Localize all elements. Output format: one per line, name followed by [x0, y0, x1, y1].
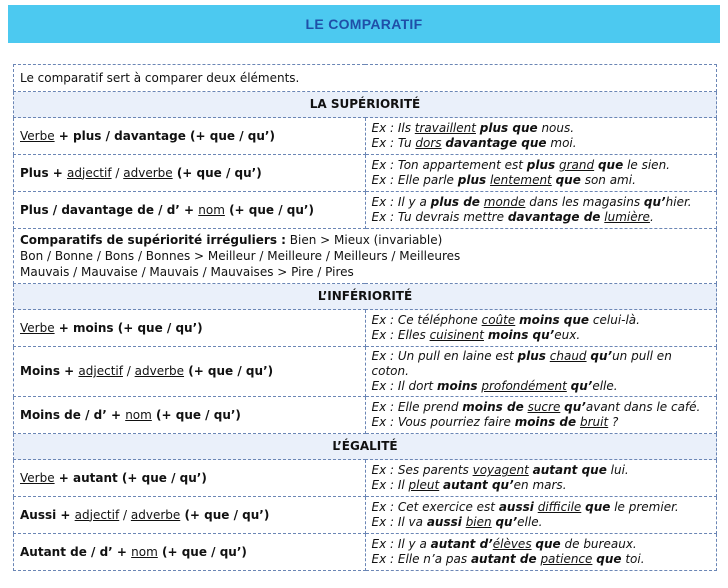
- example-cell: [365, 460, 717, 497]
- example-cell: [365, 155, 717, 192]
- rule-cell: Autant de / d’ + nom (+ que / qu’): [14, 534, 366, 571]
- example-line: Ex : Il pleut autant qu’en mars.: [371, 478, 567, 492]
- example-line: Ex : Il y a autant d’élèves que de bureaux.: [371, 537, 637, 551]
- intro-text: Le comparatif sert à comparer deux éléments.: [14, 65, 717, 92]
- section-header-superiority: LA SUPÉRIORITÉ: [14, 92, 717, 118]
- irregular-row: [14, 229, 717, 284]
- example-line: Ex : Ils travaillent plus que nous.: [371, 121, 575, 135]
- example-line: Ex : Vous pourriez faire moins de bruit ?: [371, 415, 619, 429]
- example-line: Ex : Elle parle plus lentement que son ami.: [371, 173, 636, 187]
- rule-row: [14, 192, 717, 229]
- rule-cell: Verbe + plus / davantage (+ que / qu’): [14, 118, 366, 155]
- rule-cell: Moins + adjectif / adverbe (+ que / qu’): [14, 347, 366, 397]
- rule-row: [14, 310, 717, 347]
- irregular-cell: [14, 229, 717, 284]
- rule-cell: Verbe + autant (+ que / qu’): [14, 460, 366, 497]
- rule-row: [14, 460, 717, 497]
- example-cell: [365, 397, 717, 434]
- example-line: Ex : Tu devrais mettre davantage de lumière.: [371, 210, 654, 224]
- irregular-line: Bon / Bonne / Bons / Bonnes > Meilleur / Meilleure / Meilleurs / Meilleures: [20, 249, 461, 263]
- rule-row: [14, 155, 717, 192]
- rule-row: [14, 118, 717, 155]
- rule-cell: Plus + adjectif / adverbe (+ que / qu’): [14, 155, 366, 192]
- irregular-line: Mauvais / Mauvaise / Mauvais / Mauvaises > Pire / Pires: [20, 265, 354, 279]
- page-title: LE COMPARATIF: [305, 16, 423, 32]
- example-cell: [365, 310, 717, 347]
- example-cell: [365, 534, 717, 571]
- irregular-label: Comparatifs de supériorité irréguliers :: [20, 233, 286, 247]
- example-cell: [365, 192, 717, 229]
- example-line: Ex : Ses parents voyagent autant que lui.: [371, 463, 629, 477]
- example-line: Ex : Tu dors davantage que moi.: [371, 136, 577, 150]
- example-line: Ex : Elle n’a pas autant de patience que toi.: [371, 552, 645, 566]
- rule-cell: Verbe + moins (+ que / qu’): [14, 310, 366, 347]
- example-line: Ex : Ce téléphone coûte moins que celui-là.: [371, 313, 640, 327]
- rule-row: [14, 534, 717, 571]
- irregular-line: Bien > Mieux (invariable): [289, 233, 443, 247]
- rule-cell: Moins de / d’ + nom (+ que / qu’): [14, 397, 366, 434]
- title-banner: [8, 5, 720, 43]
- example-line: Ex : Elle prend moins de sucre qu’avant dans le café.: [371, 400, 701, 414]
- example-line: Ex : Cet exercice est aussi difficile que le premier.: [371, 500, 679, 514]
- example-line: Ex : Ton appartement est plus grand que le sien.: [371, 158, 670, 172]
- rule-cell: Plus / davantage de / d’ + nom (+ que / qu’): [14, 192, 366, 229]
- comparatif-table: [13, 64, 717, 571]
- intro-row: [14, 65, 717, 92]
- example-line: Ex : Elles cuisinent moins qu’eux.: [371, 328, 581, 342]
- rule-cell: Aussi + adjectif / adverbe (+ que / qu’): [14, 497, 366, 534]
- example-line: Ex : Il dort moins profondément qu’elle.: [371, 379, 618, 393]
- example-line: Ex : Il y a plus de monde dans les magasins qu’hier.: [371, 195, 692, 209]
- rule-row: [14, 397, 717, 434]
- section-header-equality: L’ÉGALITÉ: [14, 434, 717, 460]
- example-cell: [365, 497, 717, 534]
- example-cell: [365, 118, 717, 155]
- example-line: Ex : Un pull en laine est plus chaud qu’un pull en coton.: [371, 349, 672, 378]
- example-line: Ex : Il va aussi bien qu’elle.: [371, 515, 543, 529]
- section-header-inferiority: L’INFÉRIORITÉ: [14, 284, 717, 310]
- rule-row: [14, 347, 717, 397]
- example-cell: [365, 347, 717, 397]
- rule-row: [14, 497, 717, 534]
